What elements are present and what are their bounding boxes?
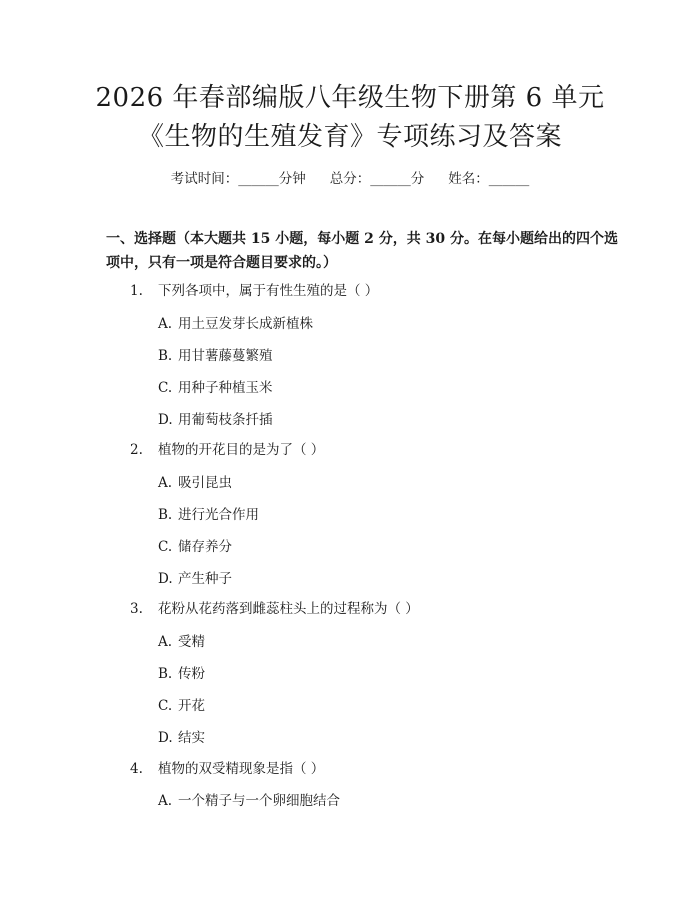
question-2 <box>130 441 324 459</box>
option-text: 结实 <box>178 730 205 746</box>
exam-time-field: 考试时间：______分钟 <box>170 171 306 187</box>
option-letter: B. <box>158 348 173 364</box>
option-letter: C. <box>158 698 173 714</box>
option-text: 一个精子与一个卵细胞结合 <box>178 793 340 809</box>
section-heading: 一、选择题（本大题共 15 小题，每小题 2 分，共 30 分。在每小题给出的四个选项中，只有一项是符合题目要求的。） <box>106 231 618 271</box>
option-letter: C. <box>158 539 173 555</box>
option-text: 传粉 <box>178 666 205 682</box>
option-1d <box>158 411 273 429</box>
option-2a <box>158 474 232 492</box>
option-text: 产生种子 <box>178 571 232 587</box>
option-1a <box>158 315 313 333</box>
question-1 <box>130 282 378 300</box>
option-text: 受精 <box>178 634 205 650</box>
question-text: 植物的双受精现象是指（ ） <box>158 761 325 777</box>
question-3 <box>130 600 419 618</box>
option-letter: A. <box>158 634 173 650</box>
option-letter: D. <box>158 412 173 428</box>
option-text: 进行光合作用 <box>178 507 259 523</box>
option-letter: D. <box>158 571 173 587</box>
option-3b <box>158 665 205 683</box>
question-text: 植物的开花目的是为了（ ） <box>158 442 325 458</box>
option-letter: A. <box>158 316 173 332</box>
question-number: 4. <box>130 761 143 777</box>
option-2d <box>158 570 232 588</box>
option-text: 用种子种植玉米 <box>178 380 273 396</box>
question-4 <box>130 760 324 778</box>
question-text: 花粉从花药落到雌蕊柱头上的过程称为（ ） <box>158 601 419 617</box>
option-3d <box>158 729 205 747</box>
option-text: 用甘薯藤蔓繁殖 <box>178 348 273 364</box>
question-number: 3. <box>130 601 143 617</box>
option-text: 储存养分 <box>178 539 232 555</box>
question-number: 2. <box>130 442 143 458</box>
question-number: 1. <box>130 283 143 299</box>
title-line-2: 《生物的生殖发育》专项练习及答案 <box>137 122 562 152</box>
option-letter: A. <box>158 475 173 491</box>
option-text: 用土豆发芽长成新植株 <box>178 316 313 332</box>
option-3a <box>158 633 205 651</box>
option-letter: D. <box>158 730 173 746</box>
option-text: 用葡萄枝条扦插 <box>178 412 273 428</box>
option-text: 开花 <box>178 698 205 714</box>
option-text: 吸引昆虫 <box>178 475 232 491</box>
option-3c <box>158 697 205 715</box>
exam-info <box>0 170 700 188</box>
option-2c <box>158 538 232 556</box>
option-letter: C. <box>158 380 173 396</box>
option-2b <box>158 506 259 524</box>
option-letter: A. <box>158 793 173 809</box>
title-line-1: 2026 年春部编版八年级生物下册第 6 单元 <box>95 83 605 113</box>
student-name-field: 姓名：______ <box>448 171 530 187</box>
question-text: 下列各项中，属于有性生殖的是（ ） <box>158 283 379 299</box>
option-letter: B. <box>158 507 173 523</box>
total-score-field: 总分：______分 <box>329 171 425 187</box>
option-4a <box>158 792 340 810</box>
option-1b <box>158 347 273 365</box>
option-1c <box>158 379 273 397</box>
option-letter: B. <box>158 666 173 682</box>
